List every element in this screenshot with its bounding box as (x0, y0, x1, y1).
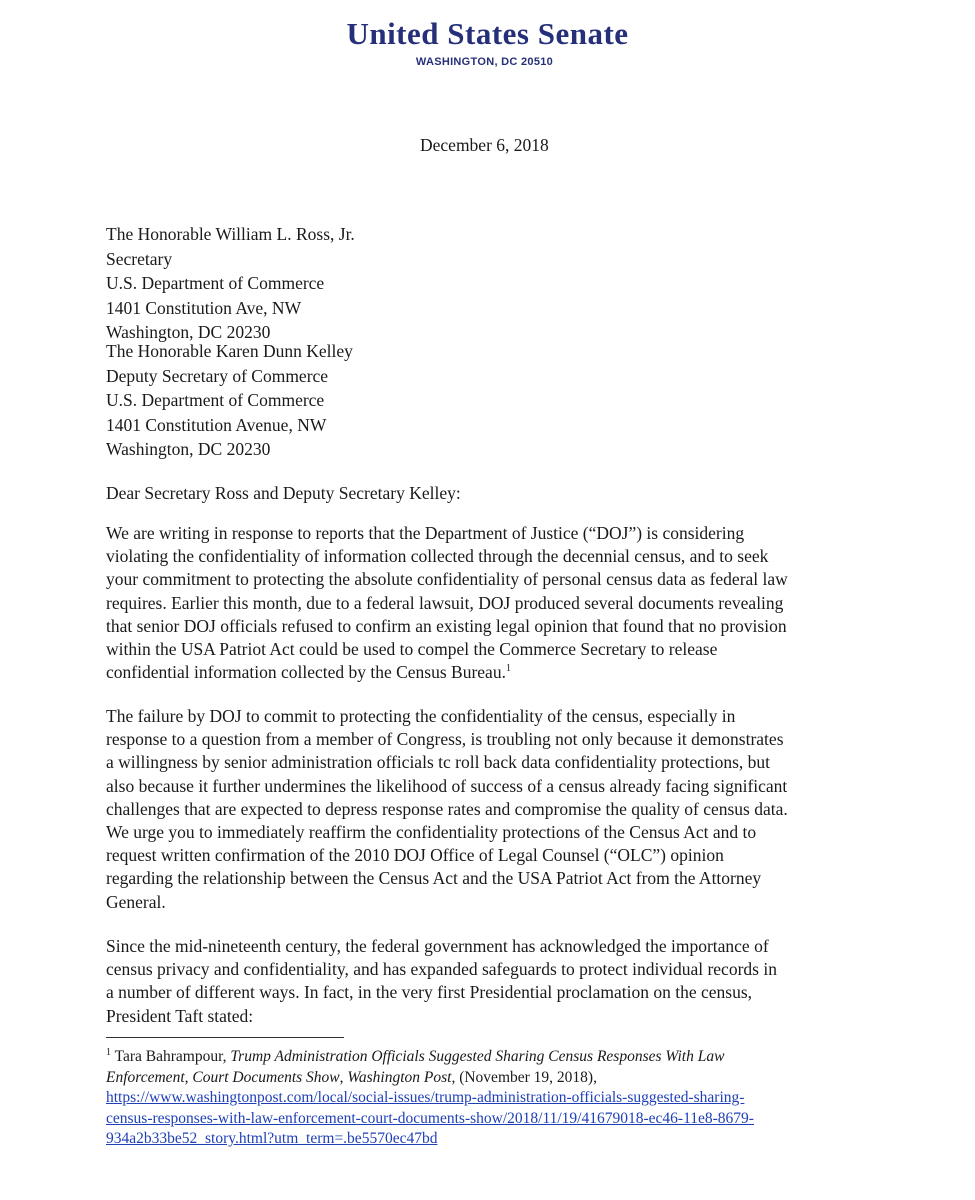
paragraph-line-text: confidential information collected by the Census Bureau. (106, 662, 506, 683)
address-line: The Honorable Karen Dunn Kelley (106, 341, 353, 361)
paragraph-line: your commitment to protecting the absolute confidentiality of personal census data as federal law (106, 569, 788, 590)
paragraph-line: request written confirmation of the 2010 DOJ Office of Legal Counsel (“OLC”) opinion (106, 845, 724, 866)
footnote-url-line-2[interactable]: census-responses-with-law-enforcement-court-documents-show/2018/11/19/41679018-ec46-11e8-8679- (106, 1109, 754, 1127)
paragraph-line: challenges that are expected to depress response rates and compromise the quality of census data. (106, 798, 788, 819)
recipient-address-ross (106, 222, 355, 345)
body-paragraph-3 (106, 935, 876, 1028)
paragraph-line: We urge you to immediately reaffirm the confidentiality protections of the Census Act and to (106, 822, 757, 843)
footnote-url-line-3[interactable]: 934a2b33be52_story.html?utm_term=.be5570ec47bd (106, 1130, 438, 1147)
footnote-article-title-cont: Enforcement, Court Documents Show (106, 1068, 340, 1086)
letter-date: December 6, 2018 (420, 135, 549, 155)
paragraph-line: President Taft stated: (106, 1005, 254, 1026)
footnote-date: , (November 19, 2018), (451, 1068, 597, 1086)
footnote-line-1 (106, 1047, 876, 1068)
letterhead-title: United States Senate (346, 16, 629, 51)
address-line: Washington, DC 20230 (106, 439, 271, 459)
paragraph-line: also because it further undermines the likelihood of success of a census already facing significant (106, 775, 788, 796)
address-line: Deputy Secretary of Commerce (106, 365, 329, 386)
footnote-divider (106, 1037, 344, 1038)
paragraph-line: The failure by DOJ to commit to protecting the confidentiality of the census, especially in (106, 706, 736, 726)
footnote-separator: , (339, 1068, 348, 1086)
paragraph-line: within the USA Patriot Act could be used to compel the Commerce Secretary to release (106, 639, 718, 660)
footnote-author: Tara Bahrampour, (111, 1048, 231, 1065)
footnote-publication: Washington Post (347, 1068, 452, 1086)
footnote-line-2 (106, 1068, 876, 1089)
paragraph-line-last (106, 661, 876, 684)
address-line: The Honorable William L. Ross, Jr. (106, 224, 355, 244)
salutation: Dear Secretary Ross and Deputy Secretary Kelley: (106, 483, 461, 503)
paragraph-line: that senior DOJ officials refused to confirm an existing legal opinion that found that no provision (106, 615, 787, 636)
paragraph-line: requires. Earlier this month, due to a federal lawsuit, DOJ produced several documents revealing (106, 592, 784, 613)
paragraph-line: Since the mid-nineteenth century, the federal government has acknowledged the importance of (106, 936, 769, 956)
address-line: Secretary (106, 248, 173, 269)
address-line: Washington, DC 20230 (106, 322, 271, 342)
address-line: 1401 Constitution Avenue, NW (106, 414, 327, 435)
paragraph-line: census privacy and confidentiality, and has expanded safeguards to protect individual records in (106, 959, 777, 980)
body-paragraph-1 (106, 522, 876, 684)
letterhead-address: WASHINGTON, DC 20510 (415, 56, 554, 68)
address-line: U.S. Department of Commerce (106, 273, 325, 293)
paragraph-line: a willingness by senior administration officials tc roll back data confidentiality protections, but (106, 752, 771, 773)
paragraph-line: response to a question from a member of Congress, is troubling not only because it demonstrates (106, 729, 784, 750)
footnote-article-title: Trump Administration Officials Suggested Sharing Census Responses With Law (230, 1048, 725, 1065)
paragraph-line: We are writing in response to reports that the Department of Justice (“DOJ”) is considering (106, 523, 745, 543)
address-line: 1401 Constitution Ave, NW (106, 297, 302, 318)
letterhead (0, 14, 975, 68)
recipient-address-kelley (106, 339, 353, 462)
paragraph-line: regarding the relationship between the Census Act and the USA Patriot Act from the Attorney (106, 868, 762, 889)
paragraph-line: violating the confidentiality of information collected through the decennial census, and to seek (106, 546, 769, 567)
paragraph-line: General. (106, 891, 166, 912)
footnote (106, 1047, 876, 1150)
footnote-url-line-1[interactable]: https://www.washingtonpost.com/local/social-issues/trump-administration-officials-suggested-sharing- (106, 1089, 745, 1106)
paragraph-line: a number of different ways. In fact, in the very first Presidential proclamation on the census, (106, 982, 753, 1003)
footnote-reference: 1 (505, 663, 511, 675)
body-paragraph-2 (106, 705, 876, 914)
address-line: U.S. Department of Commerce (106, 390, 325, 410)
footnote-number: 1 (106, 1046, 111, 1058)
